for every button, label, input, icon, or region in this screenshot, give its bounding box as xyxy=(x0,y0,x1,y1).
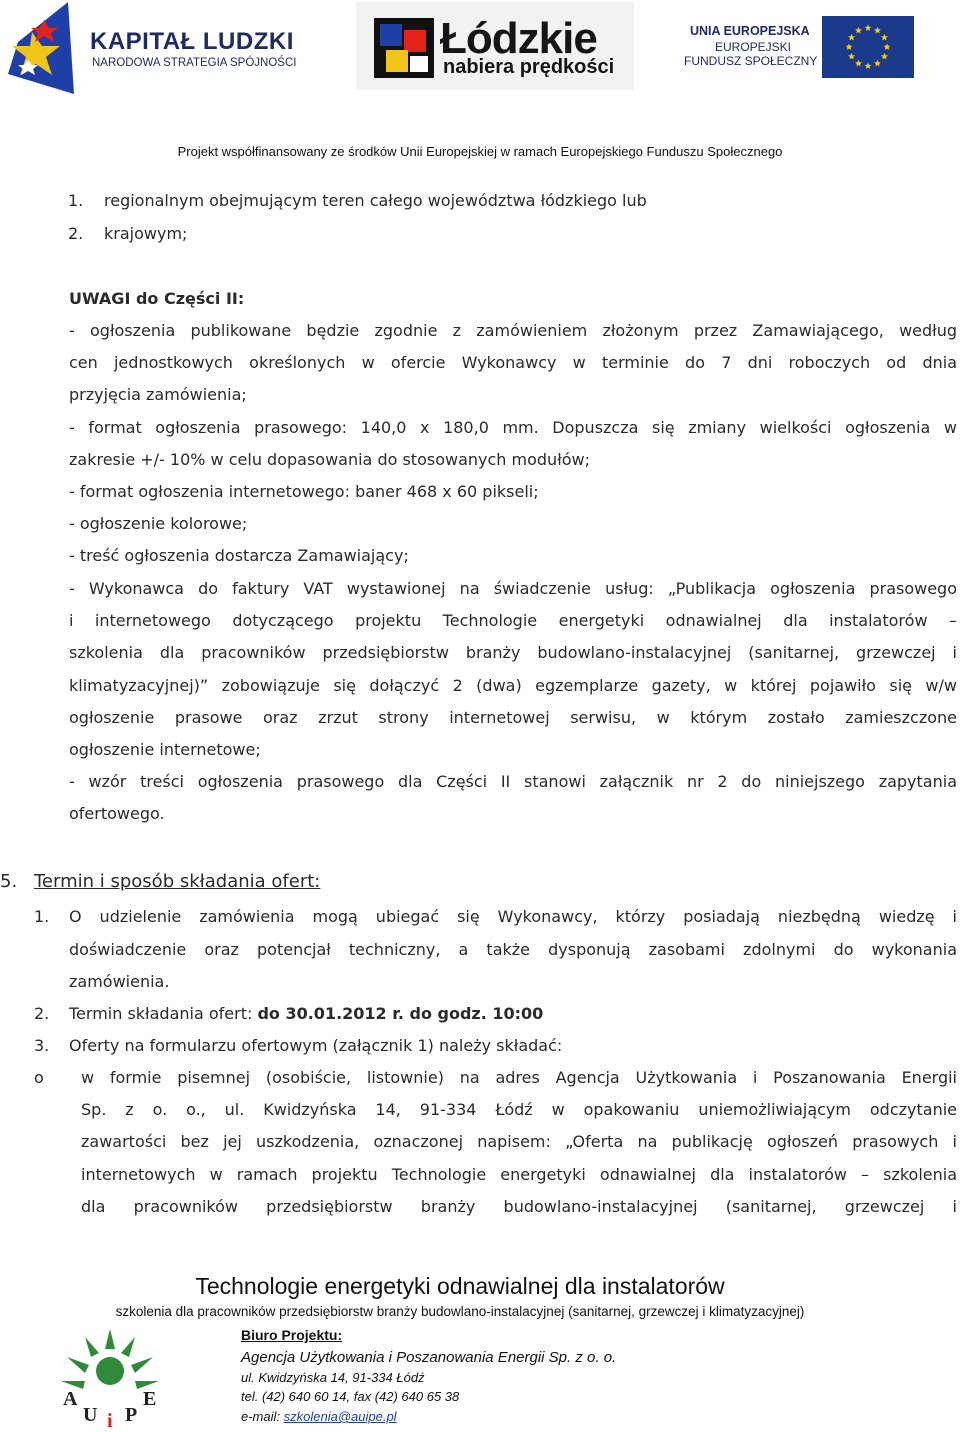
ue-line-3: FUNDUSZ SPOŁECZNY xyxy=(684,54,818,68)
footer-address: ul. Kwidzyńska 14, 91-334 Łódź xyxy=(241,1370,425,1385)
logo-letter-p: P xyxy=(125,1404,138,1426)
logo-letter-u: U xyxy=(83,1404,98,1426)
list-item-text: regionalnym obejmującym teren całego województwa łódzkiego lub xyxy=(104,191,647,210)
section-item-line: O udzielenie zamówienia mogą ubiegać się Wykonawcy, którzy posiadają niezbędną wiedzę i xyxy=(69,907,957,926)
uwagi-line: - ogłoszenie kolorowe; xyxy=(69,514,248,533)
footer-email-label: e-mail: xyxy=(241,1409,284,1424)
bullet-line: dla pracowników przedsiębiorstw branży budowlano-instalacyjnej (sanitarnej, grzewczej i xyxy=(81,1197,957,1216)
uwagi-line: - format ogłoszenia prasowego: 140,0 x 180,0 mm. Dopuszcza się zmiany wielkości ogłoszenia w xyxy=(69,418,957,437)
uwagi-line: zakresie +/- 10% w celu dopasowania do stosowanych modułów; xyxy=(69,450,590,469)
bullet-marker: o xyxy=(34,1068,44,1087)
section-item-line: Oferty na formularzu ofertowym (załącznik 1) należy składać: xyxy=(69,1036,563,1055)
footer-subtitle: szkolenia dla pracowników przedsiębiorstw branży budowlano-instalacyjnej (sanitarnej, grzewczej i klimatyzacyjnej) xyxy=(115,1304,805,1319)
uwagi-line: i internetowego dotyczącego projektu Technologie energetyki odnawialnej dla instalatorów – xyxy=(69,611,957,630)
bullet-line: internetowych w ramach projektu Technologie energetyki odnawialnej dla instalatorów – szkolenia xyxy=(81,1165,957,1184)
lodzkie-name: Łódzkie xyxy=(440,14,597,63)
uwagi-line: - format ogłoszenia internetowego: baner 468 x 60 pikseli; xyxy=(69,482,539,501)
bullet-line: zawartości bez jej uszkodzenia, oznaczonej napisem: „Oferta na publikację ogłoszeń prasowych i xyxy=(81,1132,957,1151)
footer-office-label: Biuro Projektu: xyxy=(241,1327,343,1343)
list-item-number: 2. xyxy=(68,224,84,243)
uwagi-line: ofertowego. xyxy=(69,804,165,823)
logo-letter-a: A xyxy=(63,1388,78,1410)
uwagi-line: - wzór treści ogłoszenia prasowego dla Części II stanowi załącznik nr 2 do niniejszego zapytania xyxy=(69,772,957,791)
list-item-number: 2. xyxy=(34,1004,50,1023)
uwagi-line: - treść ogłoszenia dostarcza Zamawiający; xyxy=(69,546,409,565)
uwagi-line: przyjęcia zamówienia; xyxy=(69,385,247,404)
section-title: Termin i sposób składania ofert: xyxy=(34,871,321,892)
uwagi-line: szkolenia dla pracowników przedsiębiorstw branży budowlano-instalacyjnej (sanitarnej, grzewczej i xyxy=(69,643,957,662)
uwagi-line: klimatyzacyjnej)” zobowiązuje się dołączyć 2 (dwa) egzemplarze gazety, w której pojawiło się w/w xyxy=(69,676,957,695)
ue-line-1: UNIA EUROPEJSKA xyxy=(690,24,810,38)
ue-line-2: EUROPEJSKI xyxy=(715,40,792,54)
lodzkie-subtitle: nabiera prędkości xyxy=(443,56,615,78)
list-item-text: krajowym; xyxy=(104,224,188,243)
deadline-value: do 30.01.2012 r. do godz. 10:00 xyxy=(257,1004,544,1023)
kapital-ludzki-name: KAPITAŁ LUDZKI xyxy=(90,28,294,55)
eu-flag-icon xyxy=(822,16,914,78)
footer-email-link[interactable]: szkolenia@auipe.pl xyxy=(283,1409,397,1424)
footer-title: Technologie energetyki odnawialnej dla instalatorów xyxy=(195,1273,725,1299)
uwagi-line: cen jednostkowych określonych w ofercie Wykonawcy w terminie do 7 dni roboczych od dnia xyxy=(69,353,957,372)
deadline-line xyxy=(69,1004,543,1023)
auipe-logo-icon xyxy=(55,1325,165,1430)
logo-letter-i: i xyxy=(107,1410,113,1430)
deadline-label: Termin składania ofert: xyxy=(69,1004,258,1023)
list-item-number: 1. xyxy=(68,191,84,210)
list-item-number: 1. xyxy=(34,907,50,926)
bullet-line: Sp. z o. o., ul. Kwidzyńska 14, 91-334 Łódź w opakowaniu uniemożliwiającym odczytanie xyxy=(81,1100,957,1119)
uwagi-line: - ogłoszenia publikowane będzie zgodnie z zamówieniem złożonym przez Zamawiającego, według xyxy=(69,321,957,340)
footer-agency: Agencja Użytkowania i Poszanowania Energii Sp. z o. o. xyxy=(241,1349,617,1366)
list-item-number: 3. xyxy=(34,1036,50,1055)
uwagi-line: ogłoszenie internetowe; xyxy=(69,740,261,759)
kapital-ludzki-subtitle: NARODOWA STRATEGIA SPÓJNOŚCI xyxy=(92,57,297,69)
bullet-line: w formie pisemnej (osobiście, listownie) na adres Agencja Użytkowania i Poszanowania Energii xyxy=(81,1068,957,1087)
section-number: 5. xyxy=(0,871,18,892)
uwagi-line: ogłoszenie prasowe oraz zrzut strony internetowej serwisu, w którym zostało zamieszczone xyxy=(69,708,957,727)
logo-letter-e: E xyxy=(143,1388,157,1410)
uwagi-heading: UWAGI do Części II: xyxy=(69,289,245,308)
section-item-line: zamówienia. xyxy=(69,972,170,991)
footer-phone: tel. (42) 640 60 14, fax (42) 640 65 38 xyxy=(241,1389,460,1404)
section-item-line: doświadczenie oraz potencjał techniczny, a także dysponują zasobami zdolnymi do wykonania xyxy=(69,940,957,959)
lodzkie-mark-icon xyxy=(374,18,434,78)
uwagi-line: - Wykonawca do faktury VAT wystawionej na świadczenie usług: „Publikacja ogłoszenia prasowego xyxy=(69,579,957,598)
cofinancing-note: Projekt współfinansowany ze środków Unii Europejskiej w ramach Europejskiego Funduszu Społecznego xyxy=(177,144,783,159)
footer-email xyxy=(241,1409,397,1424)
